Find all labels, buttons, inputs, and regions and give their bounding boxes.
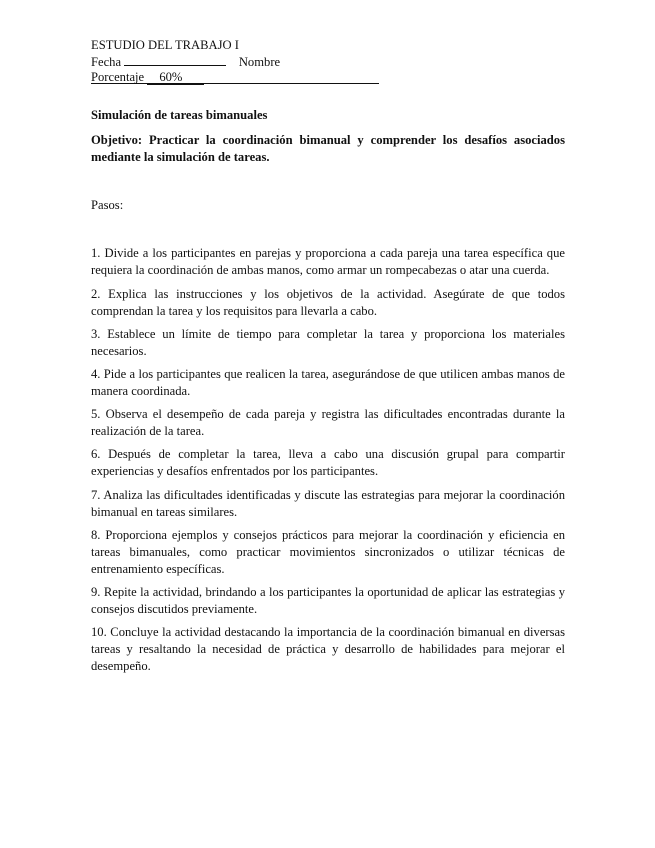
step-item: 7. Analiza las dificultades identificadas y discute las estrategias para mejorar la coordinación bimanual en tareas similares. — [91, 488, 565, 519]
objective: Objetivo: Practicar la coordinación bimanual y comprender los desafíos asociados mediante la simulación de tareas. — [91, 133, 565, 164]
step-item: 4. Pide a los participantes que realicen la tarea, asegurándose de que utilicen ambas manos de manera coordinada. — [91, 367, 565, 398]
step-item: 6. Después de completar la tarea, lleva a cabo una discusión grupal para compartir experiencias y desafíos enfrentados por los participantes. — [91, 447, 565, 478]
step-item: 3. Establece un límite de tiempo para completar la tarea y proporciona los materiales necesarios. — [91, 327, 565, 358]
steps-label: Pasos: — [91, 198, 124, 212]
step-item: 1. Divide a los participantes en parejas y proporciona a cada pareja una tarea específica que requiera la coordinación de ambas manos, como armar un rompecabezas o atar una cuerda. — [91, 246, 565, 277]
step-item: 8. Proporciona ejemplos y consejos prácticos para mejorar la coordinación y eficiencia en tareas bimanuales, como practicar movimientos sincronizados o utilizar técnicas de entrenamiento específicas. — [91, 528, 565, 576]
step-item: 5. Observa el desempeño de cada pareja y registra las dificultades encontradas durante la realización de la tarea. — [91, 407, 565, 438]
course-title: ESTUDIO DEL TRABAJO I — [91, 38, 239, 52]
percentage-label: Porcentaje — [91, 70, 145, 84]
name-label: Nombre — [238, 55, 281, 69]
date-label: Fecha — [91, 55, 122, 69]
step-item: 2. Explica las instrucciones y los objetivos de la actividad. Asegúrate de que todos comprendan la tarea y los requisitos para llevarla a cabo. — [91, 287, 565, 318]
percentage-value: 60% — [147, 70, 204, 85]
date-field[interactable] — [124, 53, 226, 66]
activity-title: Simulación de tareas bimanuales — [91, 108, 268, 122]
step-item: 9. Repite la actividad, brindando a los participantes la oportunidad de aplicar las estrategias y consejos discutidos previamente. — [91, 585, 565, 616]
percentage-row — [91, 69, 565, 86]
step-item: 10. Concluye la actividad destacando la importancia de la coordinación bimanual en diversas tareas y resaltando la necesidad de práctica y desarrollo de habilidades para mejorar el desempeño. — [91, 625, 565, 673]
